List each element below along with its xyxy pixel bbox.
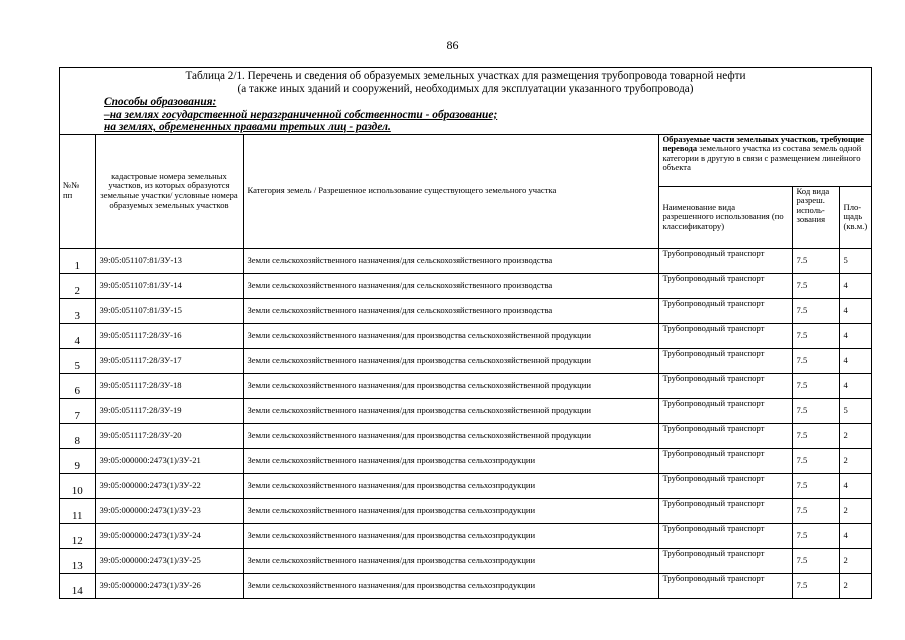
area-cell: 5 — [839, 398, 871, 423]
row-number-cell: 10 — [60, 473, 95, 498]
area-cell: 5 — [839, 248, 871, 273]
land-plots-table — [60, 134, 871, 599]
header-use-code: Код вида разреш. исполь-зования — [792, 186, 839, 248]
use-code-cell: 7.5 — [792, 423, 839, 448]
permitted-use-cell: Трубопроводный транспорт — [658, 498, 792, 523]
use-code-cell: 7.5 — [792, 398, 839, 423]
cadastral-number-cell: 39:05:051107:81/ЗУ-14 — [95, 273, 243, 298]
row-number-cell: 9 — [60, 448, 95, 473]
area-cell: 4 — [839, 373, 871, 398]
use-code-cell: 7.5 — [792, 573, 839, 598]
permitted-use-cell: Трубопроводный транспорт — [658, 348, 792, 373]
row-number-cell: 11 — [60, 498, 95, 523]
land-category-cell: Земли сельскохозяйственного назначения/для производства сельхозпродукции — [243, 448, 658, 473]
table-row — [60, 348, 871, 373]
table-row — [60, 273, 871, 298]
permitted-use-cell: Трубопроводный транспорт — [658, 573, 792, 598]
use-code-cell: 7.5 — [792, 548, 839, 573]
table-row — [60, 398, 871, 423]
area-cell: 4 — [839, 323, 871, 348]
row-number-cell: 5 — [60, 348, 95, 373]
land-category-cell: Земли сельскохозяйственного назначения/для сельскохозяйственного производства — [243, 248, 658, 273]
header-formed-parts-bold: Образуемые части земельных участков, требующие перевода — [662, 133, 864, 154]
area-cell: 4 — [839, 523, 871, 548]
use-code-cell: 7.5 — [792, 473, 839, 498]
cadastral-number-cell: 39:05:051117:28/ЗУ-18 — [95, 373, 243, 398]
permitted-use-cell: Трубопроводный транспорт — [658, 323, 792, 348]
use-code-cell: 7.5 — [792, 498, 839, 523]
header-area: Пло-щадь (кв.м.) — [839, 186, 871, 248]
table-row — [60, 523, 871, 548]
use-code-cell: 7.5 — [792, 523, 839, 548]
table-caption — [60, 68, 871, 96]
permitted-use-cell: Трубопроводный транспорт — [658, 523, 792, 548]
table-row — [60, 473, 871, 498]
header-number: №№ пп — [60, 134, 95, 248]
area-cell: 4 — [839, 348, 871, 373]
land-category-cell: Земли сельскохозяйственного назначения/для производства сельскохозяйственной продукции — [243, 348, 658, 373]
row-number-cell: 8 — [60, 423, 95, 448]
cadastral-number-cell: 39:05:051117:28/ЗУ-16 — [95, 323, 243, 348]
table-row — [60, 548, 871, 573]
table-row — [60, 448, 871, 473]
area-cell: 2 — [839, 548, 871, 573]
row-number-cell: 13 — [60, 548, 95, 573]
cadastral-number-cell: 39:05:000000:2473(1)/ЗУ-23 — [95, 498, 243, 523]
page-number: 86 — [446, 38, 459, 52]
cadastral-number-cell: 39:05:000000:2473(1)/ЗУ-25 — [95, 548, 243, 573]
use-code-cell: 7.5 — [792, 323, 839, 348]
table-row — [60, 498, 871, 523]
land-category-cell: Земли сельскохозяйственного назначения/для производства сельскохозяйственной продукции — [243, 323, 658, 348]
header-formed-parts-rest: земельного участка из состава земель одной категории в другую в связи с размещением линейного объекта — [662, 143, 862, 173]
area-cell: 4 — [839, 298, 871, 323]
row-number-cell: 1 — [60, 248, 95, 273]
row-number-cell: 7 — [60, 398, 95, 423]
caption-line-1: Таблица 2/1. Перечень и сведения об образуемых земельных участках для размещения трубопровода товарной нефти — [185, 70, 746, 82]
land-category-cell: Земли сельскохозяйственного назначения/для производства сельскохозяйственной продукции — [243, 398, 658, 423]
row-number-cell: 4 — [60, 323, 95, 348]
area-cell: 2 — [839, 573, 871, 598]
area-cell: 4 — [839, 273, 871, 298]
header-cadastral: кадастровые номера земельных участков, из которых образуются земельные участки/ условные номера образуемых земельных участков — [95, 134, 243, 248]
cadastral-number-cell: 39:05:051117:28/ЗУ-19 — [95, 398, 243, 423]
use-code-cell: 7.5 — [792, 248, 839, 273]
methods-title: Способы образования: — [104, 96, 217, 108]
permitted-use-cell: Трубопроводный транспорт — [658, 423, 792, 448]
permitted-use-cell: Трубопроводный транспорт — [658, 248, 792, 273]
table-row — [60, 323, 871, 348]
land-category-cell: Земли сельскохозяйственного назначения/для сельскохозяйственного производства — [243, 298, 658, 323]
use-code-cell: 7.5 — [792, 348, 839, 373]
table-row — [60, 573, 871, 598]
use-code-cell: 7.5 — [792, 273, 839, 298]
permitted-use-cell: Трубопроводный транспорт — [658, 548, 792, 573]
cadastral-number-cell: 39:05:051107:81/ЗУ-15 — [95, 298, 243, 323]
cadastral-number-cell: 39:05:051107:81/ЗУ-13 — [95, 248, 243, 273]
permitted-use-cell: Трубопроводный транспорт — [658, 273, 792, 298]
land-category-cell: Земли сельскохозяйственного назначения/для производства сельхозпродукции — [243, 548, 658, 573]
cadastral-number-cell: 39:05:000000:2473(1)/ЗУ-22 — [95, 473, 243, 498]
land-category-cell: Земли сельскохозяйственного назначения/для производства сельхозпродукции — [243, 473, 658, 498]
table-row — [60, 373, 871, 398]
use-code-cell: 7.5 — [792, 373, 839, 398]
permitted-use-cell: Трубопроводный транспорт — [658, 298, 792, 323]
permitted-use-cell: Трубопроводный транспорт — [658, 373, 792, 398]
use-code-cell: 7.5 — [792, 298, 839, 323]
methods-line-2: на землях, обремененных правами третьих лиц - раздел. — [104, 121, 391, 133]
header-category: Категория земель / Разрешенное использование существующего земельного участка — [243, 134, 658, 248]
permitted-use-cell: Трубопроводный транспорт — [658, 448, 792, 473]
table-row — [60, 423, 871, 448]
cadastral-number-cell: 39:05:051117:28/ЗУ-20 — [95, 423, 243, 448]
row-number-cell: 14 — [60, 573, 95, 598]
row-number-cell: 12 — [60, 523, 95, 548]
cadastral-number-cell: 39:05:051117:28/ЗУ-17 — [95, 348, 243, 373]
header-formed-parts — [658, 134, 871, 186]
land-category-cell: Земли сельскохозяйственного назначения/для производства сельскохозяйственной продукции — [243, 423, 658, 448]
land-category-cell: Земли сельскохозяйственного назначения/для производства сельскохозяйственной продукции — [243, 373, 658, 398]
land-category-cell: Земли сельскохозяйственного назначения/для сельскохозяйственного производства — [243, 273, 658, 298]
area-cell: 2 — [839, 423, 871, 448]
cadastral-number-cell: 39:05:000000:2473(1)/ЗУ-24 — [95, 523, 243, 548]
permitted-use-cell: Трубопроводный транспорт — [658, 473, 792, 498]
table-row — [60, 248, 871, 273]
table-frame — [59, 67, 872, 599]
methods-line-1: –на землях государственной неразграниченной собственности - образование; — [104, 108, 498, 121]
row-number-cell: 2 — [60, 273, 95, 298]
cadastral-number-cell: 39:05:000000:2473(1)/ЗУ-21 — [95, 448, 243, 473]
land-category-cell: Земли сельскохозяйственного назначения/для производства сельхозпродукции — [243, 573, 658, 598]
area-cell: 2 — [839, 448, 871, 473]
formation-methods — [60, 96, 871, 134]
area-cell: 2 — [839, 498, 871, 523]
cadastral-number-cell: 39:05:000000:2473(1)/ЗУ-26 — [95, 573, 243, 598]
land-category-cell: Земли сельскохозяйственного назначения/для производства сельхозпродукции — [243, 498, 658, 523]
area-cell: 4 — [839, 473, 871, 498]
header-use-name: Наименование вида разрешенного использования (по классификатору) — [658, 186, 792, 248]
permitted-use-cell: Трубопроводный транспорт — [658, 398, 792, 423]
table-row — [60, 298, 871, 323]
use-code-cell: 7.5 — [792, 448, 839, 473]
caption-line-2: (а также иных зданий и сооружений, необходимых для эксплуатации указанного трубопровода) — [237, 83, 694, 95]
row-number-cell: 6 — [60, 373, 95, 398]
row-number-cell: 3 — [60, 298, 95, 323]
land-category-cell: Земли сельскохозяйственного назначения/для производства сельхозпродукции — [243, 523, 658, 548]
